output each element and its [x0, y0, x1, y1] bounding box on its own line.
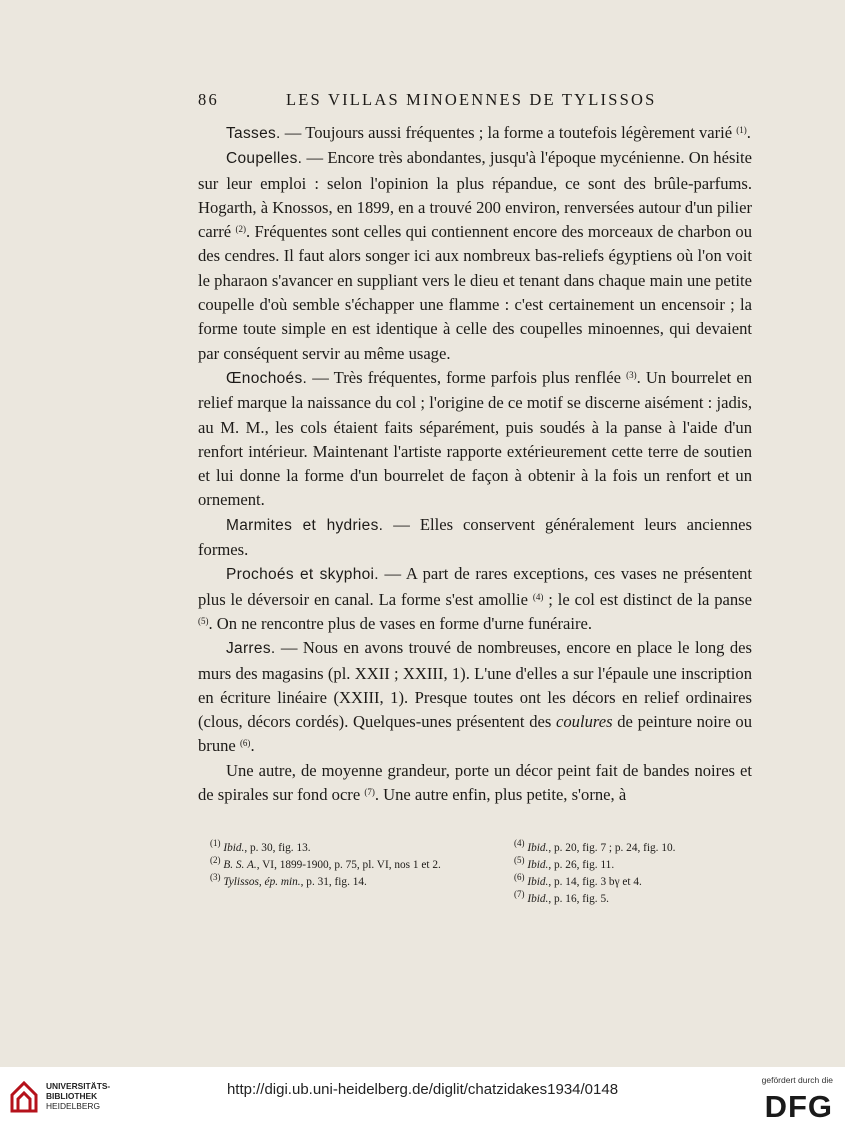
text-run: , VI, 1899-1900, p. 75, pl. VI, nos 1 et 2.: [256, 859, 441, 871]
body-text: [198, 121, 752, 807]
paragraph: [198, 146, 752, 366]
paragraph: [198, 121, 752, 146]
footnote: [502, 874, 752, 891]
text-run: . Fréquentes sont celles qui contiennent encore des morceaux de charbon ou des cendres. Il faut alors songer ici aux nombreux bas-reliefs égyptiens où l'on voit le pharaon s'avancer en suppliant vers le dieu et tenant dans chaque main une petite coupelle d'où semble s'échapper une flamme : c'est certainement un encensoir ; la forme toute simple en est identique à celle des coupelles minoennes, qui devaient par conséquent servir au même usage.: [198, 222, 753, 363]
footnote: [198, 857, 468, 874]
footnote-number: (5): [514, 855, 525, 865]
text-run: , p. 31, fig. 14.: [300, 876, 367, 888]
text-run: — Très fréquentes, forme parfois plus renflée: [307, 367, 627, 387]
italic-run: Ibid.: [527, 876, 549, 888]
footnote-number: (4): [514, 838, 525, 848]
text-run: , p. 26, fig. 11.: [548, 859, 615, 871]
text-run: ; le col est distinct de la panse: [543, 589, 752, 609]
paragraph: [198, 366, 752, 513]
footnote: [502, 840, 752, 857]
italic-run: Ibid.: [527, 893, 549, 905]
paragraph-heading: Coupelles.: [226, 150, 303, 168]
text-run: de peinture noire ou brune: [198, 712, 752, 756]
italic-run: Tylissos, ép. min.: [223, 876, 301, 888]
italic-run: Ibid.: [527, 842, 549, 854]
text-run: — Elles conservent généralement leurs anciennes formes.: [198, 514, 752, 560]
funded-by-label: gefördert durch die: [761, 1075, 833, 1085]
library-name-line2: BIBLIOTHEK: [46, 1091, 98, 1101]
footnote-number: (3): [210, 872, 221, 882]
dfg-logo[interactable]: [751, 1075, 833, 1125]
footnote-ref: (2): [235, 224, 246, 235]
paragraph: [198, 636, 752, 758]
running-title: LES VILLAS MINOENNES DE TYLISSOS: [286, 90, 657, 109]
italic-run: coulures: [556, 712, 613, 732]
footnotes-right-column: [502, 840, 752, 908]
paragraph-heading: Œnochoés.: [226, 369, 308, 387]
footnote-number: (1): [210, 838, 221, 848]
dfg-wordmark: DFG: [764, 1089, 833, 1124]
text-run: — A part de rares exceptions, ces vases ne présentent plus le déversoir en canal. La forme s'est amollie: [198, 564, 752, 609]
text-run: .: [250, 736, 255, 756]
text-run: . On ne rencontre plus de vases en forme d'urne funéraire.: [208, 613, 593, 633]
italic-run: Ibid.: [223, 842, 245, 854]
footnote: [198, 874, 468, 891]
footnote-ref: (6): [239, 738, 251, 749]
italic-run: Ibid.: [527, 859, 549, 871]
footnote-ref: (7): [364, 787, 375, 798]
text-run: Une autre, de moyenne grandeur, porte un décor peint fait de bandes noires et de spirales sur fond ocre: [198, 760, 752, 805]
viewer-footer: [0, 1067, 845, 1129]
paragraph-heading: Marmites et hydries.: [226, 516, 384, 534]
text-run: . Une autre enfin, plus petite, s'orne, à: [374, 785, 627, 805]
footnote: [198, 840, 468, 857]
footnote-ref: (5): [198, 615, 209, 626]
text-run: — Nous en avons trouvé de nombreuses, encore en place le long des murs des magasins (pl. XXII ; XXIII, 1). L'une d'elles a sur l'épaule une inscription en écriture linéaire (XXIII, 1). Presque toutes ont les décors en relief ordinaires (clous, décors cordés). Quelques-unes présentent des: [198, 638, 752, 732]
footnote-ref: (1): [736, 125, 747, 135]
text-run: , p. 20, fig. 7 ; p. 24, fig. 10.: [548, 842, 676, 854]
footnote-number: (2): [210, 855, 221, 865]
text-run: . Un bourrelet en relief marque la naissance du col ; l'origine de ce motif se discerne aisément : jadis, au M. M., les cols étaient faits séparément, puis soudés à la panse à l'aide d'un renfort intérieur. Maintenant l'artiste rapporte extérieurement cette terre de soutien et lui donne la forme d'un bourrelet de façon à obtenir à la fois un renfort et un ornement.: [198, 367, 752, 510]
paragraph-heading: Prochoés et skyphoi.: [226, 566, 379, 584]
text-run: , p. 16, fig. 5.: [548, 893, 609, 905]
footnote-number: (7): [514, 889, 525, 899]
paragraph-heading: Jarres.: [226, 640, 276, 658]
paragraph-heading: Tasses.: [226, 125, 281, 142]
footnotes-left-column: [198, 840, 468, 908]
footnote: [502, 857, 752, 874]
text-run: — Toujours aussi fréquentes ; la forme a toutefois légèrement varié: [280, 123, 737, 142]
text-run: , p. 30, fig. 13.: [244, 842, 311, 854]
library-name-line1: UNIVERSITÄTS-: [46, 1081, 111, 1091]
paragraph: [198, 759, 752, 808]
paragraph: [198, 513, 752, 563]
footnote: [502, 891, 752, 908]
paragraph: [198, 562, 752, 636]
permalink-url[interactable]: http://digi.ub.uni-heidelberg.de/diglit/chatzidakes1934/0148: [226, 1081, 619, 1098]
footnote-number: (6): [514, 872, 525, 882]
library-name-line3: HEIDELBERG: [46, 1101, 100, 1111]
text-run: — Encore très abondantes, jusqu'à l'époque mycénienne. On hésite sur leur emploi : selon l'opinion la plus répandue, ce sont des brûle-parfums. Hogarth, à Knossos, en 1899, en a trouvé 200 environ, renversées autour d'un pilier carré: [198, 148, 752, 242]
footnote-ref: (4): [532, 591, 544, 602]
italic-run: B. S. A.: [223, 859, 257, 871]
footnote-ref: (3): [626, 369, 637, 380]
running-header: [198, 90, 752, 112]
footnotes: [198, 840, 752, 908]
page-number: 86: [198, 90, 219, 109]
text-run: .: [746, 123, 751, 142]
text-run: , p. 14, fig. 3 bγ et 4.: [548, 876, 642, 888]
